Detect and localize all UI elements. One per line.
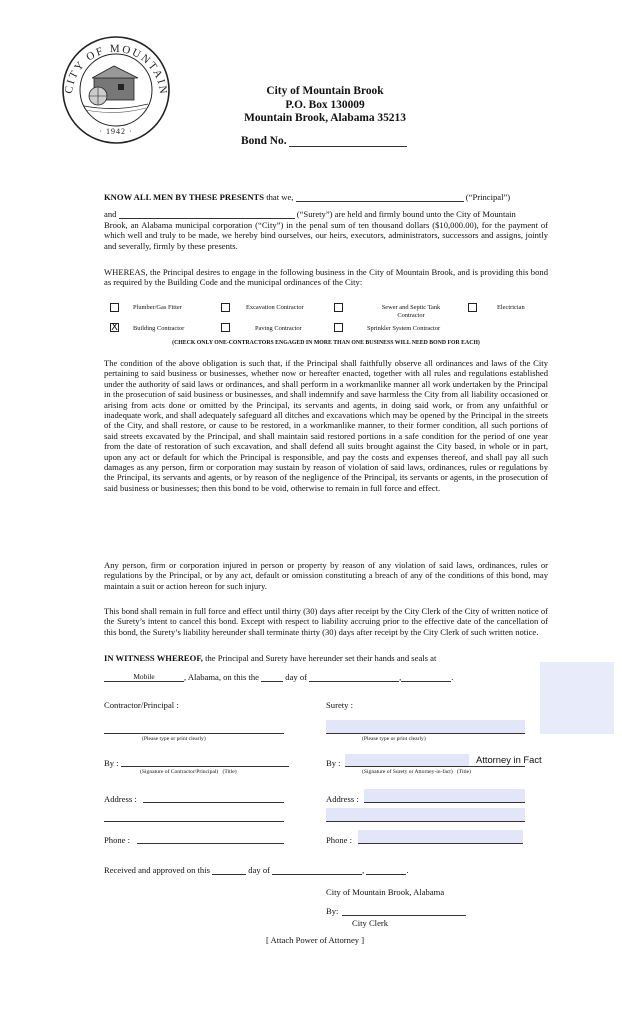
received-day-of: day of: [248, 865, 270, 875]
received-year-field[interactable]: [366, 865, 406, 875]
checkbox-excavation[interactable]: [221, 303, 230, 312]
witness-line: [104, 653, 548, 663]
svg-text:CITY OF MOUNTAIN BROOK: CITY OF MOUNTAIN: [62, 42, 170, 97]
witness-rest: the Principal and Surety have hereunder set their hands and seals at: [205, 653, 437, 663]
label-electrician: Electrician: [497, 304, 525, 311]
surety-label: Surety :: [326, 700, 353, 710]
contractor-principal-label: Contractor/Principal :: [104, 700, 179, 710]
witness-city-value: Mobile: [133, 672, 155, 682]
surety-phone-field[interactable]: [358, 830, 523, 844]
surety-address-field-1[interactable]: [364, 789, 525, 803]
witness-month-field[interactable]: [309, 672, 402, 682]
intro-line-1: [104, 192, 548, 202]
bond-number-label: Bond No.: [241, 135, 287, 147]
surety-title-label: (Title): [456, 769, 472, 775]
witness-day-field[interactable]: [261, 672, 283, 682]
whereas-paragraph: WHEREAS, the Principal desires to engage in the following business in the City of Mountain Brook, and is providing this bond as required by the Building Code and the municipal ordinances of the City:: [104, 267, 548, 288]
surety-signature-caption: [362, 769, 471, 775]
surety-phone-label: Phone :: [326, 835, 353, 845]
contractor-by-label: By :: [104, 758, 119, 768]
clerk-by-label: By:: [326, 906, 339, 916]
principal-label: (“Principal”): [465, 192, 511, 202]
header-city: City of Mountain Brook: [266, 85, 384, 97]
witness-city-field[interactable]: [104, 672, 184, 682]
letterhead: [225, 85, 425, 126]
bond-number-field[interactable]: [289, 137, 407, 147]
received-day-field[interactable]: [212, 865, 246, 875]
intro-that-we: that we,: [266, 192, 294, 202]
surety-title-line: [469, 766, 525, 767]
witness-alabama: , Alabama, on this the: [184, 672, 259, 682]
contractor-address-line-1[interactable]: [143, 802, 284, 803]
witness-day-of: day of: [285, 672, 307, 682]
label-plumber: Plumber/Gas Fitter: [133, 304, 182, 311]
label-sewer-septic-line1: Sewer and Septic Tank: [381, 304, 441, 311]
surety-by-label: By :: [326, 758, 341, 768]
surety-signature-label: (Signature of Surety or Attorney-in-fact): [362, 769, 453, 775]
surety-print-note: (Please type or print clearly): [362, 736, 426, 742]
contractor-title-label: (Title): [222, 769, 237, 775]
received-line: Received and approved on this day of , .: [104, 865, 409, 875]
checkbox-electrician[interactable]: [468, 303, 477, 312]
contractor-phone-line[interactable]: [137, 843, 284, 844]
label-sewer-septic-line2: Contractor: [397, 312, 425, 319]
witness-lead: IN WITNESS WHEREOF,: [104, 653, 203, 663]
label-excavation: Excavation Contractor: [246, 304, 304, 311]
attach-power-of-attorney: [ Attach Power of Attorney ]: [266, 935, 365, 945]
principal-name-field[interactable]: [296, 192, 464, 202]
contractor-signature-line[interactable]: [121, 766, 289, 767]
header-po-box: P.O. Box 130009: [285, 98, 365, 111]
condition-paragraph: The condition of the above obligation is such that, if the Principal shall faithfully observe all ordinances and laws of the City pertaining to said business or businesses, whether now or hereafter enacted, together with all rules and regulations established under the authority of said laws or ordinances, and shall perform in a workmanlike manner all work undertaken by the Principal in the prosecution of said business or businesses, and shall indemnify and save harmless the City from all liability occasioned or arising from acts done or omitted by the Principal, its servants and agents, in doing said work, or from any unfaithful or inadequate work, and shall adequately safeguard all ditches and excavations which may be opened by the Principal in the streets of the City, and shall restore, or cause to be restored, in a workmanlike manner, to their former condition, all such portions of said streets excavated by the Principal, and shall maintain said restored portions in a safe condition for the period of one year from the date of restoration of such excavation, and shall defend all suits brought against the City based, in whole or in part, upon any act or default for which the Principal is responsible, and pay the costs and expenses thereof, and shall pay all such damages as any person, firm or corporation may sustain by reason of violation of said laws, ordinances, rules or regulations by the Principal, its servants and agents, or by reason of the negligence of the Principal, its servants or agents, in the prosecution of said business or businesses; then this bond to be void, otherwise to remain in full force and effect.: [104, 358, 548, 493]
label-sewer-septic: [366, 304, 456, 320]
checkbox-sprinkler[interactable]: [334, 323, 343, 332]
surety-name-field[interactable]: [326, 720, 525, 734]
injured-paragraph: Any person, firm or corporation injured in person or property by reason of any violation of said laws, ordinances, rules or regulations by the Principal, or by any act, default or omission constituting a breach of any of the conditions of this bond, may maintain a suit or action hereon for such injury.: [104, 560, 548, 591]
witness-year-field[interactable]: [401, 672, 451, 682]
surety-name-field[interactable]: [119, 209, 295, 219]
clerk-signature-line[interactable]: [342, 915, 466, 916]
witness-date-line: Mobile , Alabama, on this the day of , .: [104, 672, 548, 682]
intro-line-2: [104, 209, 548, 219]
svg-text:· 1942 ·: · 1942 ·: [99, 127, 133, 136]
label-paving: Paving Contractor: [255, 325, 302, 332]
surety-signature-field[interactable]: [345, 754, 469, 767]
surety-line-text: (“Surety”) are held and firmly bound unto the City of Mountain: [296, 209, 516, 219]
intro-body: Brook, an Alabama municipal corporation (“City”) in the penal sum of ten thousand dollars ($10,000.00), for the payment of which well and truly to be made, we hereby bind ourselves, our heirs, executors, administrators, successors and assigns, jointly and severally, firmly by these presents.: [104, 220, 548, 251]
remain-paragraph: This bond shall remain in full force and effect until thirty (30) days after receipt by the City Clerk of the City of written notice of the Surety’s intent to cancel this bond. Except with respect to liability accruing prior to the effective date of the cancellation of this bond, the Surety’s liability hereunder shall terminate thirty (30) days after receipt by the City Clerk of such written notice.: [104, 606, 548, 637]
intro-and: and: [104, 209, 117, 219]
checkbox-building[interactable]: X: [111, 322, 118, 333]
contractor-signature-label: (Signature of Contractor/Principal): [140, 769, 219, 775]
received-month-field[interactable]: [272, 865, 362, 875]
form-field-highlight[interactable]: [540, 662, 614, 734]
surety-address-label: Address :: [326, 794, 359, 804]
checkbox-sewer-septic[interactable]: [334, 303, 343, 312]
header-address: Mountain Brook, Alabama 35213: [244, 112, 406, 125]
label-building: Building Contractor: [133, 325, 185, 332]
label-sprinkler: Sprinkler System Contractor: [367, 325, 441, 332]
contractor-address-label: Address :: [104, 794, 137, 804]
surety-address-field-2[interactable]: [326, 808, 525, 822]
contractor-phone-label: Phone :: [104, 835, 131, 845]
city-seal-logo: [60, 34, 172, 146]
received-city: City of Mountain Brook, Alabama: [326, 887, 445, 897]
intro-lead: KNOW ALL MEN BY THESE PRESENTS: [104, 192, 265, 202]
checkbox-paving[interactable]: [221, 323, 230, 332]
checkbox-plumber[interactable]: [110, 303, 119, 312]
city-clerk-label: City Clerk: [352, 918, 389, 928]
contractor-print-note: (Please type or print clearly): [142, 736, 206, 742]
check-one-note: (CHECK ONLY ONE-CONTRACTORS ENGAGED IN MORE THAN ONE BUSINESS WILL NEED BOND FOR EACH): [172, 340, 480, 346]
contractor-address-line-2[interactable]: [104, 821, 284, 822]
witness-comma: ,: [399, 672, 402, 682]
contractor-signature-caption: [140, 769, 237, 775]
received-text: Received and approved on this: [104, 865, 210, 875]
bond-number-row: [241, 135, 407, 147]
contractor-name-line[interactable]: [104, 733, 284, 734]
surety-title-value[interactable]: Attorney in Fact: [476, 754, 542, 765]
